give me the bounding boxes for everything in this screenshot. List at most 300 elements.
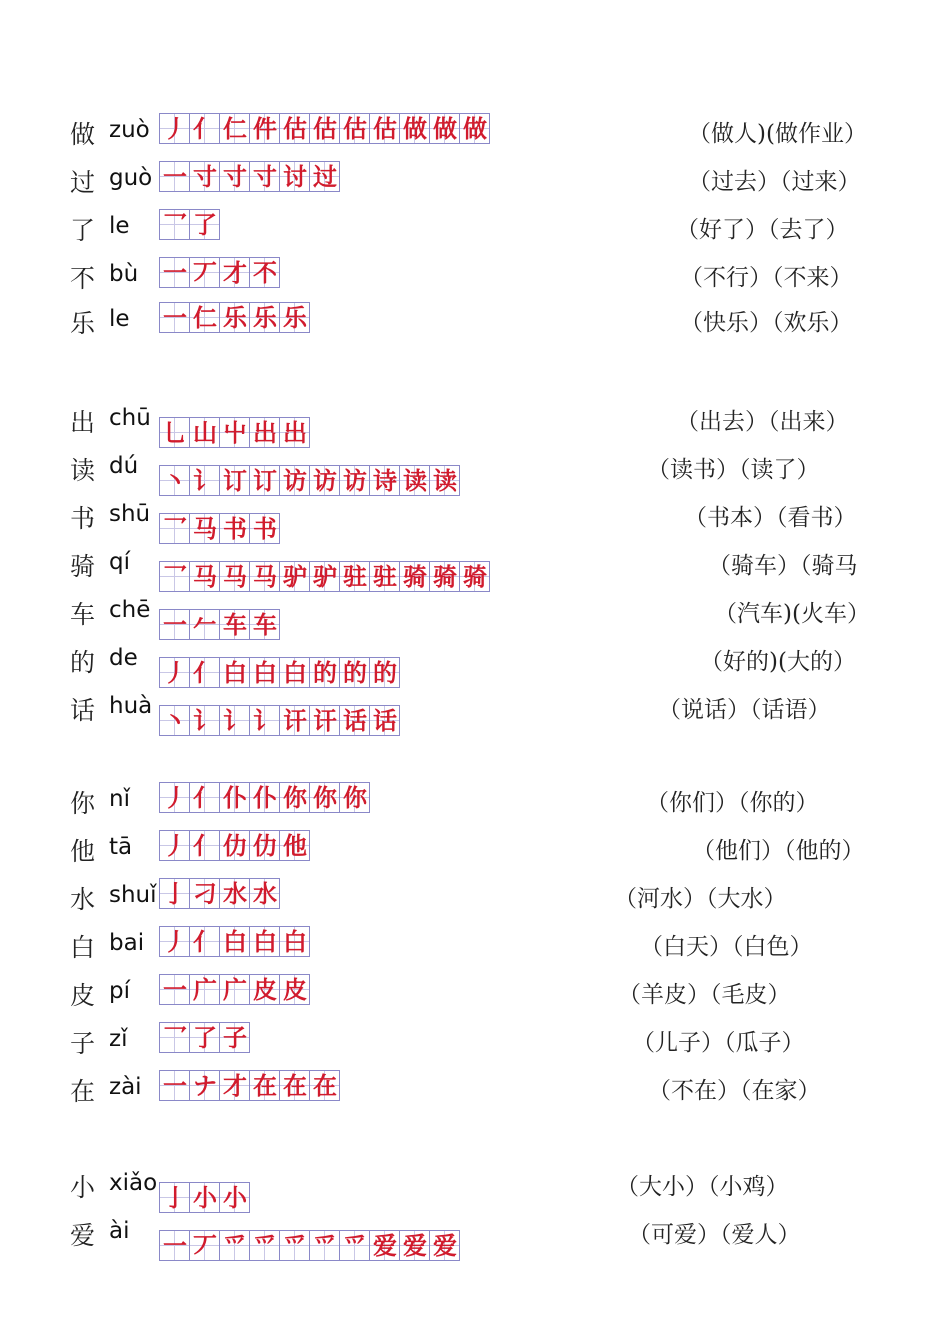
stroke-step: 你 bbox=[343, 783, 367, 812]
stroke-cell bbox=[190, 783, 220, 813]
stroke-cell bbox=[220, 975, 250, 1005]
stroke-cell bbox=[190, 418, 220, 448]
stroke-step: 读 bbox=[403, 466, 427, 495]
pinyin: shū bbox=[109, 501, 151, 527]
stroke-step: 仁 bbox=[223, 114, 247, 143]
stroke-step: 乛 bbox=[163, 210, 187, 239]
character: 的 bbox=[70, 648, 96, 677]
example-words: （大小）（小鸡） bbox=[616, 1174, 789, 1200]
stroke-step: 读 bbox=[433, 466, 457, 495]
stroke-cell bbox=[160, 1231, 190, 1261]
stroke-cell bbox=[430, 562, 460, 592]
stroke-cell bbox=[280, 831, 310, 861]
pinyin: guò bbox=[109, 165, 153, 191]
stroke-step: 在 bbox=[283, 1071, 307, 1100]
character-row bbox=[0, 302, 950, 342]
stroke-cell bbox=[250, 1071, 280, 1101]
stroke-step: 讠 bbox=[193, 706, 217, 735]
stroke-cell bbox=[220, 514, 250, 544]
stroke-cell bbox=[190, 258, 220, 288]
stroke-cell bbox=[160, 783, 190, 813]
stroke-step: 做 bbox=[433, 114, 457, 143]
stroke-cell bbox=[430, 114, 460, 144]
stroke-cell bbox=[190, 303, 220, 333]
stroke-step: 山 bbox=[193, 418, 217, 447]
stroke-step: 讠 bbox=[193, 466, 217, 495]
pinyin: de bbox=[109, 645, 138, 671]
stroke-step: 讠 bbox=[223, 706, 247, 735]
stroke-step: 访 bbox=[283, 466, 307, 495]
stroke-step: 亻 bbox=[193, 927, 217, 956]
pinyin: nǐ bbox=[109, 786, 130, 812]
stroke-cell bbox=[280, 466, 310, 496]
stroke-cell bbox=[340, 1231, 370, 1261]
stroke-cell bbox=[190, 210, 220, 240]
stroke-cell bbox=[370, 706, 400, 736]
stroke-cell bbox=[310, 1231, 340, 1261]
stroke-cell bbox=[190, 975, 220, 1005]
stroke-cell bbox=[190, 514, 220, 544]
stroke-order-grid bbox=[159, 878, 280, 909]
example-words: （不行）（不来） bbox=[680, 265, 853, 291]
stroke-cell bbox=[190, 466, 220, 496]
stroke-step: 过 bbox=[313, 162, 337, 191]
stroke-cell bbox=[160, 1071, 190, 1101]
stroke-cell bbox=[220, 831, 250, 861]
stroke-cell bbox=[160, 466, 190, 496]
example-words: （白天）（白色） bbox=[640, 934, 813, 960]
pinyin: bù bbox=[109, 261, 139, 287]
stroke-cell bbox=[160, 1183, 190, 1213]
stroke-step: 亻 bbox=[193, 783, 217, 812]
stroke-step: 乛 bbox=[163, 1023, 187, 1052]
stroke-step: 丿 bbox=[163, 783, 187, 812]
stroke-cell bbox=[190, 658, 220, 688]
stroke-step: 丶 bbox=[163, 466, 187, 495]
stroke-step: 丿 bbox=[163, 114, 187, 143]
stroke-cell bbox=[220, 114, 250, 144]
stroke-cell bbox=[310, 706, 340, 736]
stroke-step: 小 bbox=[193, 1183, 217, 1212]
example-words: （做人)(做作业） bbox=[688, 121, 867, 147]
character: 话 bbox=[70, 696, 96, 725]
stroke-cell bbox=[280, 1231, 310, 1261]
character-row bbox=[0, 593, 950, 639]
stroke-order-grid bbox=[159, 657, 400, 688]
stroke-cell bbox=[250, 706, 280, 736]
stroke-cell bbox=[280, 927, 310, 957]
character: 做 bbox=[70, 120, 96, 149]
stroke-cell bbox=[160, 258, 190, 288]
example-words: （不在）（在家） bbox=[648, 1078, 821, 1104]
character: 过 bbox=[70, 168, 96, 197]
stroke-cell bbox=[160, 1023, 190, 1053]
stroke-cell bbox=[280, 562, 310, 592]
stroke-step: 诗 bbox=[373, 466, 397, 495]
character: 骑 bbox=[70, 552, 96, 581]
stroke-cell bbox=[190, 610, 220, 640]
character: 白 bbox=[70, 933, 96, 962]
stroke-step: 水 bbox=[223, 879, 247, 908]
character: 爱 bbox=[70, 1221, 96, 1250]
stroke-order-grid bbox=[159, 1182, 250, 1213]
stroke-cell bbox=[190, 562, 220, 592]
stroke-step: 估 bbox=[343, 114, 367, 143]
stroke-step: 一 bbox=[163, 303, 187, 332]
stroke-cell bbox=[340, 783, 370, 813]
stroke-cell bbox=[280, 706, 310, 736]
stroke-cell bbox=[250, 879, 280, 909]
stroke-step: 乐 bbox=[253, 303, 277, 332]
stroke-step: 才 bbox=[223, 258, 247, 287]
stroke-cell bbox=[250, 303, 280, 333]
stroke-order-grid bbox=[159, 1022, 250, 1053]
stroke-cell bbox=[190, 114, 220, 144]
stroke-cell bbox=[190, 1183, 220, 1213]
stroke-step: 广 bbox=[193, 975, 217, 1004]
stroke-cell bbox=[220, 658, 250, 688]
stroke-step: 件 bbox=[253, 114, 277, 143]
character-row bbox=[0, 878, 950, 918]
character: 车 bbox=[70, 600, 96, 629]
pinyin: qí bbox=[109, 549, 130, 575]
stroke-step: 丆 bbox=[193, 1231, 217, 1260]
stroke-cell bbox=[220, 783, 250, 813]
stroke-step: 亅 bbox=[163, 879, 187, 908]
stroke-step: 讠 bbox=[253, 706, 277, 735]
stroke-step: 爫 bbox=[313, 1231, 337, 1260]
stroke-step: 访 bbox=[343, 466, 367, 495]
character-row bbox=[0, 497, 950, 543]
stroke-cell bbox=[250, 514, 280, 544]
pinyin: le bbox=[109, 213, 130, 239]
character-row bbox=[0, 1166, 950, 1212]
character: 了 bbox=[70, 216, 96, 245]
stroke-cell bbox=[370, 1231, 400, 1261]
stroke-cell bbox=[250, 975, 280, 1005]
stroke-cell bbox=[190, 879, 220, 909]
character: 子 bbox=[70, 1029, 96, 1058]
stroke-cell bbox=[310, 466, 340, 496]
stroke-cell bbox=[220, 418, 250, 448]
stroke-step: 的 bbox=[373, 658, 397, 687]
stroke-step: 一 bbox=[163, 162, 187, 191]
stroke-cell bbox=[250, 831, 280, 861]
stroke-step: 讦 bbox=[283, 706, 307, 735]
stroke-step: 做 bbox=[463, 114, 487, 143]
stroke-step: 仂 bbox=[253, 831, 277, 860]
stroke-step: 才 bbox=[223, 1071, 247, 1100]
example-words: （羊皮）（毛皮） bbox=[618, 982, 791, 1008]
stroke-step: 书 bbox=[223, 514, 247, 543]
stroke-step: 马 bbox=[193, 514, 217, 543]
example-words: （他们）（他的） bbox=[692, 838, 865, 864]
character: 水 bbox=[70, 885, 96, 914]
stroke-step: 讦 bbox=[313, 706, 337, 735]
pinyin: xiǎo bbox=[109, 1170, 158, 1196]
stroke-cell bbox=[220, 879, 250, 909]
stroke-cell bbox=[160, 562, 190, 592]
pinyin: zài bbox=[109, 1074, 142, 1100]
example-words: （儿子）（瓜子） bbox=[632, 1030, 805, 1056]
pinyin: ài bbox=[109, 1218, 130, 1244]
stroke-order-grid bbox=[159, 302, 310, 333]
stroke-step: 白 bbox=[253, 927, 277, 956]
stroke-step: 一 bbox=[163, 610, 187, 639]
character-row bbox=[0, 782, 950, 822]
stroke-step: 的 bbox=[343, 658, 367, 687]
stroke-step: 驻 bbox=[373, 562, 397, 591]
example-words: （书本）（看书） bbox=[684, 505, 857, 531]
character: 小 bbox=[70, 1173, 96, 1202]
stroke-step: 在 bbox=[253, 1071, 277, 1100]
stroke-cell bbox=[250, 162, 280, 192]
character-row bbox=[0, 545, 950, 591]
character: 出 bbox=[70, 408, 96, 437]
stroke-cell bbox=[220, 706, 250, 736]
stroke-cell bbox=[160, 210, 190, 240]
stroke-step: 马 bbox=[253, 562, 277, 591]
stroke-cell bbox=[370, 466, 400, 496]
stroke-step: 出 bbox=[283, 418, 307, 447]
character-row bbox=[0, 1022, 950, 1062]
pinyin: huà bbox=[109, 693, 153, 719]
example-words: （读书）（读了） bbox=[647, 457, 820, 483]
stroke-step: 乐 bbox=[283, 303, 307, 332]
stroke-cell bbox=[400, 466, 430, 496]
stroke-step: 出 bbox=[253, 418, 277, 447]
stroke-step: 白 bbox=[223, 927, 247, 956]
pinyin: zuò bbox=[109, 117, 150, 143]
stroke-step: 马 bbox=[193, 562, 217, 591]
stroke-step: 𠂉 bbox=[193, 610, 217, 639]
stroke-step: 皮 bbox=[283, 975, 307, 1004]
pinyin: le bbox=[109, 306, 130, 332]
character-row bbox=[0, 257, 950, 297]
example-words: （好了）（去了） bbox=[676, 217, 849, 243]
stroke-step: 寸 bbox=[253, 162, 277, 191]
character-row bbox=[0, 926, 950, 966]
stroke-cell bbox=[190, 1071, 220, 1101]
stroke-cell bbox=[250, 927, 280, 957]
stroke-cell bbox=[220, 927, 250, 957]
stroke-cell bbox=[220, 162, 250, 192]
stroke-step: 白 bbox=[283, 927, 307, 956]
stroke-step: 书 bbox=[253, 514, 277, 543]
example-words: （骑车）（骑马 bbox=[708, 553, 858, 579]
character: 他 bbox=[70, 837, 96, 866]
stroke-step: 亻 bbox=[193, 114, 217, 143]
stroke-step: 了 bbox=[193, 1023, 217, 1052]
character: 书 bbox=[70, 504, 96, 533]
stroke-cell bbox=[250, 610, 280, 640]
pinyin: bai bbox=[109, 930, 145, 956]
stroke-order-grid bbox=[159, 257, 280, 288]
stroke-cell bbox=[340, 706, 370, 736]
stroke-cell bbox=[160, 975, 190, 1005]
stroke-cell bbox=[310, 114, 340, 144]
stroke-step: 骑 bbox=[433, 562, 457, 591]
stroke-step: 爫 bbox=[223, 1231, 247, 1260]
stroke-step: 白 bbox=[283, 658, 307, 687]
stroke-step: 爫 bbox=[253, 1231, 277, 1260]
example-words: （可爱）（爱人） bbox=[628, 1222, 801, 1248]
stroke-step: 乚 bbox=[163, 418, 187, 447]
stroke-cell bbox=[280, 303, 310, 333]
character-row bbox=[0, 209, 950, 249]
stroke-step: 丶 bbox=[163, 706, 187, 735]
stroke-step: 一 bbox=[163, 1071, 187, 1100]
stroke-cell bbox=[460, 562, 490, 592]
stroke-step: 丿 bbox=[163, 658, 187, 687]
stroke-step: 屮 bbox=[223, 418, 247, 447]
stroke-cell bbox=[250, 418, 280, 448]
stroke-cell bbox=[160, 879, 190, 909]
stroke-step: 访 bbox=[313, 466, 337, 495]
stroke-step: 在 bbox=[313, 1071, 337, 1100]
stroke-order-grid bbox=[159, 161, 340, 192]
stroke-cell bbox=[280, 1071, 310, 1101]
character: 在 bbox=[70, 1077, 96, 1106]
stroke-step: 刁 bbox=[193, 879, 217, 908]
stroke-step: 话 bbox=[373, 706, 397, 735]
stroke-step: 骑 bbox=[463, 562, 487, 591]
stroke-cell bbox=[220, 1231, 250, 1261]
stroke-step: 驻 bbox=[343, 562, 367, 591]
stroke-cell bbox=[370, 114, 400, 144]
stroke-step: 的 bbox=[313, 658, 337, 687]
stroke-order-grid bbox=[159, 830, 310, 861]
stroke-step: 仆 bbox=[253, 783, 277, 812]
stroke-cell bbox=[400, 114, 430, 144]
stroke-order-grid bbox=[159, 926, 310, 957]
stroke-step: 车 bbox=[223, 610, 247, 639]
stroke-cell bbox=[220, 1023, 250, 1053]
stroke-step: 做 bbox=[403, 114, 427, 143]
stroke-step: 亻 bbox=[193, 831, 217, 860]
stroke-cell bbox=[190, 706, 220, 736]
stroke-cell bbox=[400, 562, 430, 592]
stroke-step: 话 bbox=[343, 706, 367, 735]
stroke-step: 订 bbox=[223, 466, 247, 495]
example-words: （河水）（大水） bbox=[614, 886, 787, 912]
stroke-step: 寸 bbox=[193, 162, 217, 191]
stroke-cell bbox=[370, 658, 400, 688]
pinyin: dú bbox=[109, 453, 139, 479]
stroke-order-grid bbox=[159, 1230, 460, 1261]
stroke-step: 爱 bbox=[433, 1231, 457, 1260]
example-words: （好的)(大的） bbox=[700, 649, 856, 675]
stroke-step: 白 bbox=[253, 658, 277, 687]
stroke-step: 讨 bbox=[283, 162, 307, 191]
stroke-order-grid bbox=[159, 1070, 340, 1101]
stroke-cell bbox=[160, 831, 190, 861]
stroke-cell bbox=[160, 658, 190, 688]
stroke-step: 广 bbox=[223, 975, 247, 1004]
stroke-step: 驴 bbox=[313, 562, 337, 591]
stroke-step: 丆 bbox=[193, 258, 217, 287]
stroke-cell bbox=[190, 162, 220, 192]
stroke-step: 乛 bbox=[163, 514, 187, 543]
character-row bbox=[0, 1214, 950, 1260]
character-row bbox=[0, 1070, 950, 1110]
example-words: （过去）（过来） bbox=[688, 169, 861, 195]
stroke-step: 丿 bbox=[163, 927, 187, 956]
stroke-step: 丿 bbox=[163, 831, 187, 860]
stroke-step: 仁 bbox=[193, 303, 217, 332]
stroke-step: 一 bbox=[163, 1231, 187, 1260]
stroke-cell bbox=[310, 162, 340, 192]
stroke-step: 爫 bbox=[343, 1231, 367, 1260]
stroke-cell bbox=[340, 562, 370, 592]
stroke-step: 爫 bbox=[283, 1231, 307, 1260]
character-row bbox=[0, 974, 950, 1014]
stroke-cell bbox=[220, 1183, 250, 1213]
stroke-step: 皮 bbox=[253, 975, 277, 1004]
stroke-cell bbox=[220, 466, 250, 496]
stroke-step: 亅 bbox=[163, 1183, 187, 1212]
stroke-step: 亻 bbox=[193, 658, 217, 687]
stroke-order-grid bbox=[159, 513, 280, 544]
stroke-cell bbox=[310, 658, 340, 688]
stroke-order-grid bbox=[159, 209, 220, 240]
stroke-cell bbox=[340, 466, 370, 496]
stroke-cell bbox=[460, 114, 490, 144]
character-row bbox=[0, 830, 950, 870]
character-row bbox=[0, 401, 950, 447]
stroke-cell bbox=[220, 1071, 250, 1101]
pinyin: tā bbox=[109, 834, 133, 860]
stroke-order-grid bbox=[159, 561, 490, 592]
stroke-step: 爱 bbox=[403, 1231, 427, 1260]
pinyin: chē bbox=[109, 597, 151, 623]
stroke-cell bbox=[370, 562, 400, 592]
stroke-cell bbox=[250, 258, 280, 288]
stroke-cell bbox=[250, 562, 280, 592]
stroke-step: 不 bbox=[253, 258, 277, 287]
pinyin: pí bbox=[109, 978, 130, 1004]
stroke-order-grid bbox=[159, 974, 310, 1005]
stroke-cell bbox=[160, 114, 190, 144]
stroke-cell bbox=[250, 1231, 280, 1261]
stroke-cell bbox=[310, 562, 340, 592]
stroke-cell bbox=[220, 258, 250, 288]
stroke-step: 白 bbox=[223, 658, 247, 687]
stroke-step: 小 bbox=[223, 1183, 247, 1212]
stroke-cell bbox=[220, 610, 250, 640]
stroke-cell bbox=[340, 658, 370, 688]
stroke-cell bbox=[160, 418, 190, 448]
stroke-order-grid bbox=[159, 113, 490, 144]
stroke-step: 乛 bbox=[163, 562, 187, 591]
example-words: （说话）（话语） bbox=[658, 697, 831, 723]
stroke-step: 仂 bbox=[223, 831, 247, 860]
character-row bbox=[0, 689, 950, 735]
character: 不 bbox=[70, 264, 96, 293]
stroke-step: 你 bbox=[313, 783, 337, 812]
character-row bbox=[0, 449, 950, 495]
stroke-cell bbox=[160, 303, 190, 333]
stroke-cell bbox=[310, 783, 340, 813]
stroke-cell bbox=[160, 927, 190, 957]
character: 皮 bbox=[70, 981, 96, 1010]
stroke-step: 寸 bbox=[223, 162, 247, 191]
stroke-step: 马 bbox=[223, 562, 247, 591]
stroke-cell bbox=[160, 610, 190, 640]
stroke-step: 驴 bbox=[283, 562, 307, 591]
stroke-step: 仆 bbox=[223, 783, 247, 812]
stroke-order-grid bbox=[159, 782, 370, 813]
